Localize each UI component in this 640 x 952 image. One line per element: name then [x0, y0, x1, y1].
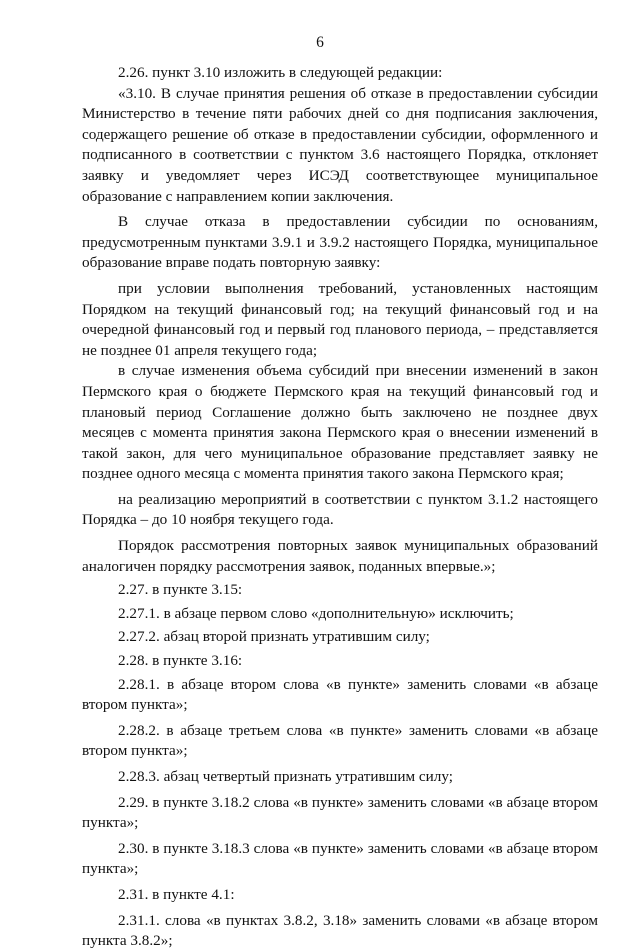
paragraph-2-29: 2.29. в пункте 3.18.2 слова «в пункте» заменить словами «в абзаце втором пункта»; — [82, 793, 598, 832]
paragraph-review-procedure: Порядок рассмотрения повторных заявок муниципальных образований аналогичен порядку рассмотрения заявок, поданных впервые.»; — [82, 537, 598, 575]
paragraph-2-31: 2.31. в пункте 4.1: — [118, 885, 235, 903]
paragraph-2-26: 2.26. пункт 3.10 изложить в следующей редакции: — [118, 64, 443, 81]
paragraph-condition-budget-change: в случае изменения объема субсидий при внесении изменений в закон Пермского края о бюджете Пермского края на текущий финансовый год и плановый период Соглашение должно быть заключено не позднее двух месяцев с момента принятия закона Пермского края о внесении изменений в такой закон, для чего муниципальное образование представляет заявку не позднее одного месяца с момента принятия такого закона Пермского края; — [82, 362, 598, 483]
paragraph-3-10: «3.10. В случае принятия решения об отказе в предоставлении субсидии Министерство в течение пяти рабочих дней со дня подписания заключения, содержащего решение об отказе в предоставлении субсидии, оформленного и подписанного в соответствии с пунктом 3.6 настоящего Порядка, отклоняет заявку и уведомляет через ИСЭД соответствующее муниципальное образование с направлением копии заключения. — [82, 84, 598, 205]
document-body — [82, 63, 598, 952]
paragraph-2-28-1: 2.28.1. в абзаце втором слова «в пункте» заменить словами «в абзаце втором пункта»; — [82, 675, 598, 714]
paragraph-2-31-1: 2.31.1. слова «в пунктах 3.8.2, 3.18» заменить словами «в абзаце втором пункта 3.8.2»; — [82, 911, 598, 950]
paragraph-2-28: 2.28. в пункте 3.16: — [118, 652, 243, 670]
paragraph-2-27-1: 2.27.1. в абзаце первом слово «дополнительную» исключить; — [118, 604, 514, 622]
paragraph-condition-measures: на реализацию мероприятий в соответствии с пунктом 3.1.2 настоящего Порядка – до 10 ноября текущего года. — [82, 490, 598, 529]
paragraph-2-28-3: 2.28.3. абзац четвертый признать утратившим силу; — [118, 768, 453, 785]
paragraph-condition-requirements: при условии выполнения требований, установленных настоящим Порядком на текущий финансовый год; на текущий финансовый год и на очередной финансовый год и первый год планового периода, – представляется не позднее 01 апреля текущего года; — [82, 279, 598, 359]
paragraph-2-27: 2.27. в пункте 3.15: — [118, 581, 243, 599]
paragraph-repeat-application: В случае отказа в предоставлении субсидии по основаниям, предусмотренным пунктами 3.9.1 и 3.9.2 настоящего Порядка, муниципальное образование вправе подать повторную заявку: — [82, 213, 598, 272]
paragraph-2-30: 2.30. в пункте 3.18.3 слова «в пункте» заменить словами «в абзаце втором пункта»; — [82, 839, 598, 878]
paragraph-2-27-2: 2.27.2. абзац второй признать утратившим силу; — [118, 628, 430, 646]
page-number: 6 — [316, 34, 324, 51]
paragraph-2-28-2: 2.28.2. в абзаце третьем слова «в пункте» заменить словами «в абзаце втором пункта»; — [82, 721, 598, 760]
